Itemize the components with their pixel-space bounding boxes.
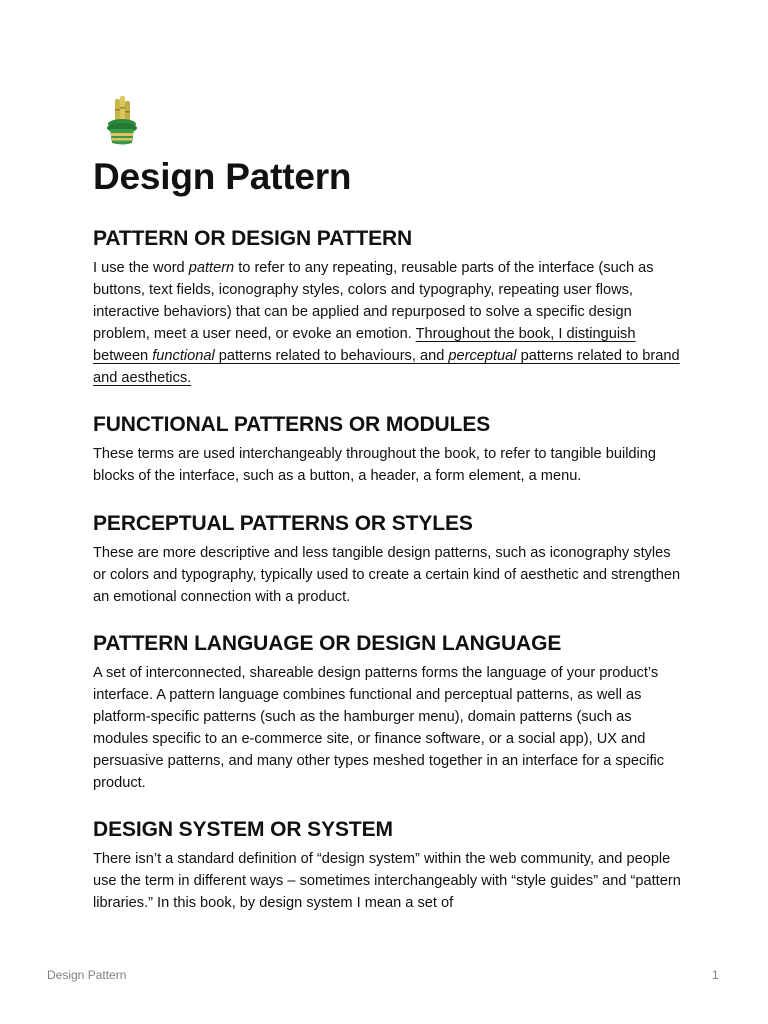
section-heading: FUNCTIONAL PATTERNS OR MODULES [93,413,491,436]
kadomatsu-icon [104,95,140,147]
section-pattern-language [93,630,683,794]
section-heading: PERCEPTUAL PATTERNS OR STYLES [93,512,473,535]
section-functional-patterns [93,411,683,487]
footer-document-title: Design Pattern [47,968,127,982]
section-pattern [93,225,683,389]
footer-page-number: 1 [712,968,719,982]
section-body: These are more descriptive and less tangible design patterns, such as iconography styles or colors and typography, typically used to create a certain kind of aesthetic and strengthen an emotional connection with a product. [93,545,681,605]
section-heading: PATTERN OR DESIGN PATTERN [93,227,413,250]
section-body: There isn’t a standard definition of “design system” within the web community, and people use the term in different ways – sometimes interchangeably with “style guides” and “pattern libraries.” In this book, by design system I mean a set of [93,851,681,911]
section-body: A set of interconnected, shareable design patterns forms the language of your product’s interface. A pattern language combines functional and perceptual patterns, as well as platform-specific patterns (such as the hamburger menu), domain patterns (such as modules specific to an e-commerce site, or finance software, or a social app), UX and persuasive patterns, and many other types meshed together in an interface for a specific product. [93,665,665,791]
underlined-text: Throughout the book, I distinguish between functional patterns related to behaviours, and perceptual patterns related to brand and aesthetics. [93,326,680,386]
section-heading: PATTERN LANGUAGE OR DESIGN LANGUAGE [93,632,562,655]
section-body: I use the word pattern to refer to any repeating, reusable parts of the interface (such as buttons, text fields, iconography styles, colors and typography, repeating user flows, interactive behaviors) that can be applied and repurposed to solve a specific design problem, meet a user need, or evoke an emotion. Throughout the book, I distinguish between functional patterns related to behaviours, and perceptual patterns related to brand and aesthetics. [93,260,680,386]
document-title: Design Pattern [93,156,352,197]
section-perceptual-patterns [93,510,683,608]
section-design-system [93,816,683,914]
section-heading: DESIGN SYSTEM OR SYSTEM [93,818,393,841]
section-body: These terms are used interchangeably throughout the book, to refer to tangible building blocks of the interface, such as a button, a header, a form element, a menu. [93,446,657,484]
